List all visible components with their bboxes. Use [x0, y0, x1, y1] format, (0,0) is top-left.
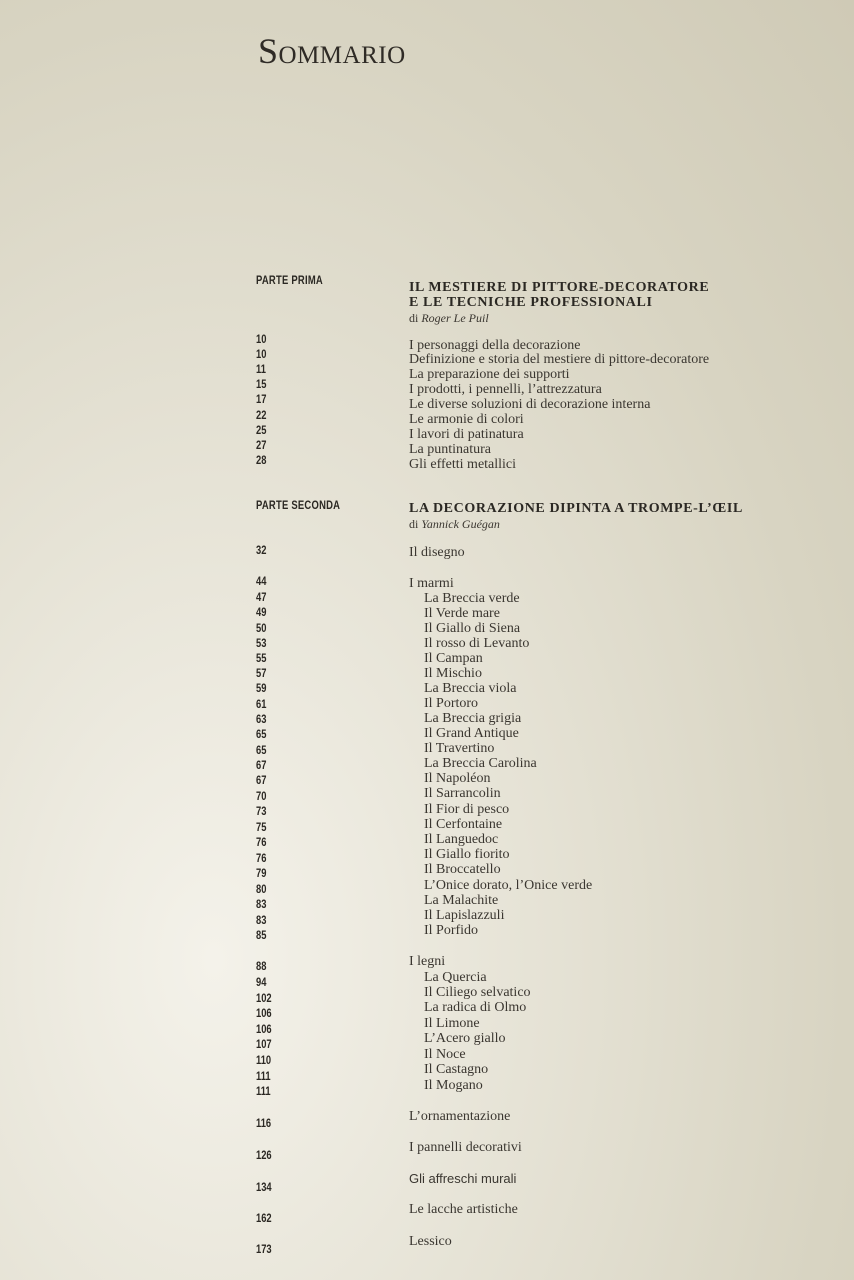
toc-subentry: Il Lapislazzuli	[424, 908, 505, 923]
page-number: 106	[256, 1022, 272, 1036]
page-number: 111	[256, 1069, 271, 1083]
page-number: 94	[256, 975, 267, 989]
toc-entry: Gli affreschi murali	[409, 1171, 517, 1186]
page-number: 27	[256, 438, 267, 452]
page-number: 116	[256, 1116, 272, 1130]
page-number: 76	[256, 835, 267, 849]
toc-subentry: Il Cerfontaine	[424, 817, 503, 832]
page-number: 63	[256, 712, 267, 726]
page-number: 70	[256, 789, 267, 803]
page-number: 32	[256, 543, 267, 557]
page-number: 80	[256, 882, 267, 896]
page-number: 88	[256, 959, 267, 973]
part-two-label: PARTE SECONDA	[256, 500, 341, 512]
page-number: 50	[256, 621, 267, 635]
page-number: 65	[256, 727, 267, 741]
page-number: 67	[256, 758, 267, 772]
toc-subentry: Il Sarrancolin	[424, 786, 501, 801]
part-one-author	[409, 311, 489, 326]
toc-entry: La preparazione dei supporti	[409, 367, 570, 382]
toc-subentry: Il Noce	[424, 1047, 466, 1062]
page-number: 76	[256, 851, 267, 865]
toc-subentry: L’Onice dorato, l’Onice verde	[424, 878, 593, 893]
toc-entry: Gli effetti metallici	[409, 457, 517, 472]
page-number: 73	[256, 804, 267, 818]
page-number: 79	[256, 866, 267, 880]
toc-subentry: Il Mischio	[424, 666, 482, 681]
toc-subentry: La Malachite	[424, 893, 499, 908]
toc-subentry: Il Languedoc	[424, 832, 499, 847]
page-number: 49	[256, 605, 267, 619]
part-two-heading-line-1: LA DECORAZIONE DIPINTA A TROMPE-L’ŒIL	[409, 501, 743, 516]
author-name: Roger Le Puil	[421, 311, 489, 325]
page-number: 25	[256, 423, 267, 437]
toc-subentry: Il Campan	[424, 651, 483, 666]
page-number: 67	[256, 773, 267, 787]
toc-subentry: Il Castagno	[424, 1062, 489, 1077]
part-two-author	[409, 517, 500, 532]
toc-entry: Definizione e storia del mestiere di pittore-decoratore	[409, 352, 710, 367]
toc-entry: La puntinatura	[409, 442, 492, 457]
page-number: 22	[256, 408, 267, 422]
page-number: 65	[256, 743, 267, 757]
toc-subentry: Il Verde mare	[424, 606, 500, 621]
page-number: 107	[256, 1037, 272, 1051]
toc-subentry: Il Broccatello	[424, 862, 501, 877]
toc-subentry: Il Mogano	[424, 1078, 483, 1093]
toc-subentry: Il Giallo di Siena	[424, 621, 521, 636]
toc-entry: Le armonie di colori	[409, 412, 524, 427]
toc-subentry: Il Porfido	[424, 923, 479, 938]
page-number: 11	[256, 362, 266, 376]
page-number: 110	[256, 1053, 272, 1067]
toc-entry: L’ornamentazione	[409, 1109, 511, 1124]
toc-entry: I marmi	[409, 576, 454, 591]
toc-subentry: Il Giallo fiorito	[424, 847, 510, 862]
toc-subentry: Il Portoro	[424, 696, 479, 711]
page-number: 85	[256, 928, 267, 942]
toc-entry: I personaggi della decorazione	[409, 338, 581, 353]
toc-subentry: Il Travertino	[424, 741, 495, 756]
page-number: 83	[256, 913, 267, 927]
toc-entry: Le diverse soluzioni di decorazione interna	[409, 397, 651, 412]
toc-subentry: Il Limone	[424, 1016, 480, 1031]
toc-subentry: La Breccia grigia	[424, 711, 522, 726]
toc-subentry: Il rosso di Levanto	[424, 636, 530, 651]
toc-entry: Il disegno	[409, 545, 465, 560]
toc-subentry: La radica di Olmo	[424, 1000, 527, 1015]
page-number: 106	[256, 1006, 272, 1020]
page-number: 10	[256, 347, 267, 361]
author-prefix: di	[409, 311, 419, 325]
page-number: 102	[256, 991, 272, 1005]
page-number: 57	[256, 666, 267, 680]
toc-entry: Lessico	[409, 1234, 452, 1249]
page-number: 15	[256, 377, 267, 391]
part-one-heading-line-2: E LE TECNICHE PROFESSIONALI	[409, 295, 653, 310]
page-number: 17	[256, 392, 267, 406]
page-number: 111	[256, 1084, 271, 1098]
page-number: 44	[256, 574, 267, 588]
page-number: 53	[256, 636, 267, 650]
page-number: 28	[256, 453, 267, 467]
toc-entry: I legni	[409, 954, 446, 969]
toc-entry: I lavori di patinatura	[409, 427, 524, 442]
author-name: Yannick Guégan	[421, 517, 500, 531]
page-title: Sommario	[258, 31, 406, 71]
page-number: 173	[256, 1242, 272, 1256]
toc-subentry: La Breccia viola	[424, 681, 517, 696]
page-number: 126	[256, 1148, 272, 1162]
part-one-heading-line-1: IL MESTIERE DI PITTORE-DECORATORE	[409, 280, 710, 295]
toc-entry: I prodotti, i pennelli, l’attrezzatura	[409, 382, 602, 397]
page-number: 75	[256, 820, 267, 834]
toc-entry: Le lacche artistiche	[409, 1202, 518, 1217]
page-number: 10	[256, 332, 267, 346]
toc-subentry: Il Fior di pesco	[424, 802, 510, 817]
page-number: 59	[256, 681, 267, 695]
toc-subentry: L’Acero giallo	[424, 1031, 506, 1046]
toc-subentry: La Quercia	[424, 970, 487, 985]
page-number: 55	[256, 651, 267, 665]
toc-subentry: Il Ciliego selvatico	[424, 985, 531, 1000]
part-one-label: PARTE PRIMA	[256, 275, 323, 287]
toc-entry: I pannelli decorativi	[409, 1140, 522, 1155]
toc-subentry: La Breccia verde	[424, 591, 520, 606]
page-number: 134	[256, 1180, 272, 1194]
author-prefix: di	[409, 517, 419, 531]
page-number: 162	[256, 1211, 272, 1225]
toc-subentry: Il Grand Antique	[424, 726, 519, 741]
toc-subentry: Il Napoléon	[424, 771, 491, 786]
page-number: 83	[256, 897, 267, 911]
page-number: 61	[256, 697, 267, 711]
page-number: 47	[256, 590, 267, 604]
toc-subentry: La Breccia Carolina	[424, 756, 537, 771]
